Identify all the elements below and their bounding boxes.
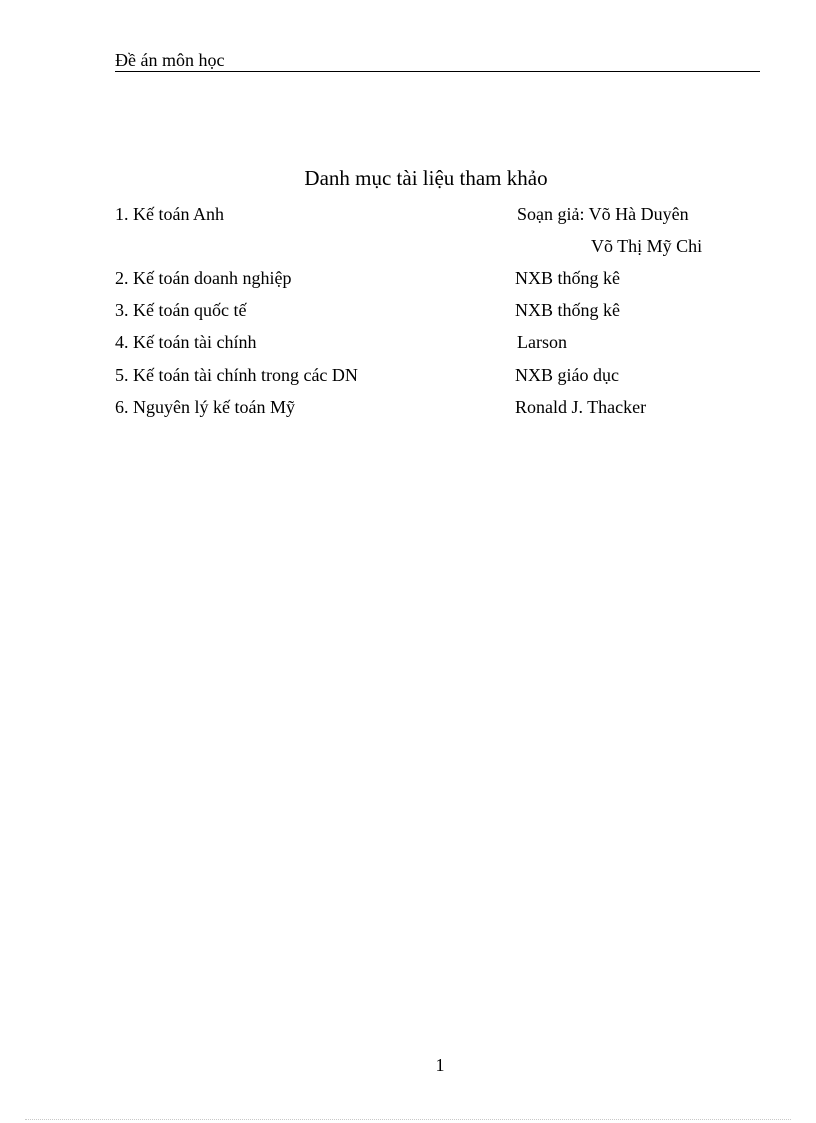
reference-source: Larson [517, 332, 567, 352]
reference-title: 4. Kế toán tài chính [115, 332, 257, 352]
reference-author: Soạn giả: Võ Hà Duyên [517, 204, 689, 224]
reference-item-continuation [0, 234, 816, 258]
reference-title: 1. Kế toán Anh [115, 204, 224, 224]
reference-item [0, 298, 816, 322]
reference-item [0, 395, 816, 419]
references-heading: Danh mục tài liệu tham khảo [304, 166, 548, 190]
reference-source: NXB giáo dục [515, 365, 619, 385]
header-title: Đề án môn học [115, 50, 225, 70]
reference-source: Ronald J. Thacker [515, 397, 647, 417]
reference-item [0, 330, 816, 354]
reference-item [0, 363, 816, 387]
reference-source: NXB thống kê [515, 300, 620, 320]
reference-author: Võ Thị Mỹ Chi [591, 236, 703, 256]
reference-title: 3. Kế toán quốc tế [115, 300, 247, 320]
reference-title: 5. Kế toán tài chính trong các DN [115, 365, 358, 385]
reference-title: 2. Kế toán doanh nghiệp [115, 268, 292, 288]
page-number: 1 [435, 1055, 445, 1075]
page-bottom-divider [25, 1119, 791, 1120]
reference-title: 6. Nguyên lý kế toán Mỹ [115, 397, 295, 417]
reference-item [0, 202, 816, 226]
page-header [115, 49, 760, 72]
reference-source: NXB thống kê [515, 268, 620, 288]
reference-item [0, 266, 816, 290]
